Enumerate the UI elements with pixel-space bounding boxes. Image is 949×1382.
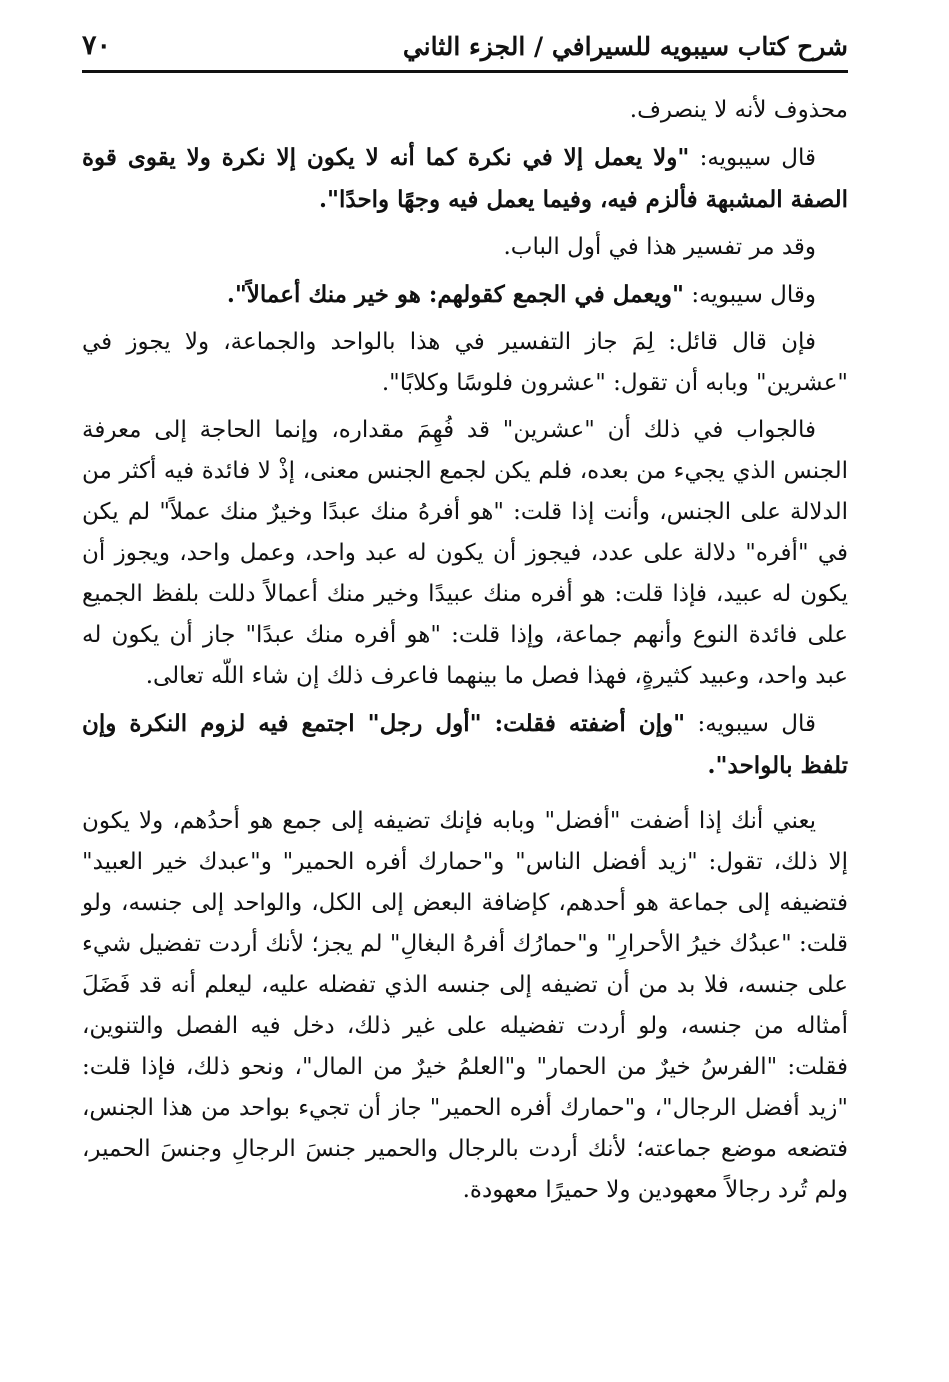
paragraph-2 — [82, 137, 848, 221]
paragraph-text: محذوف لأنه لا ينصرف. — [629, 97, 848, 123]
paragraph-6 — [82, 410, 848, 697]
paragraph-text: وقد مر تفسير هذا في أول الباب. — [503, 234, 816, 260]
paragraph-3 — [82, 227, 848, 268]
sibawayh-quote: "وإن أضفته فقلت: "أول رجل" اجتمع فيه لزوم النكرة وإن تلفظ بالواحد". — [82, 710, 848, 779]
paragraph-8 — [82, 801, 848, 1211]
paragraph-1 — [82, 90, 848, 131]
running-title: شرح كتاب سيبويه للسيرافي / الجزء الثاني — [402, 32, 848, 61]
quote-intro: قال سيبويه: — [689, 145, 817, 171]
sibawayh-quote: "ويعمل في الجمع كقولهم: هو خير منك أعمالاً". — [226, 281, 685, 308]
header-rule — [82, 70, 848, 73]
page-body — [82, 90, 848, 1213]
paragraph-text: فإن قال قائل: لِمَ جاز التفسير في هذا بالواحد والجماعة، ولا يجوز في "عشرين" وبابه أن تقول: "عشرون فلوسًا وكلابًا". — [82, 329, 848, 396]
paragraph-text: فالجواب في ذلك أن "عشرين" قد فُهِمَ مقداره، وإنما الحاجة إلى معرفة الجنس الذي يجيء من بعده، فلم يكن لجمع الجنس معنى، إذْ لا فائدة فيه أكثر من الدلالة على الجنس، وأنت إذا قلت: "هو أفرهُ منك عبدًا وخيرٌ منك عملاً" لم يكن في "أفره" دلالة على عدد، فيجوز أن يكون له عبد واحد، وعمل واحد، ويجوز أن يكون له عبيد، فإذا قلت: هو أفره منك عبيدًا وخير منك أعمالاً دللت بلفظ الجميع على فائدة النوع وأنهم جماعة، وإذا قلت: "هو أفره منك عبدًا" جاز أن يكون له عبد واحد، وعبيد كثيرةٍ، فهذا فصل ما بينهما فاعرف ذلك إن شاء اللّه تعالى. — [82, 417, 848, 689]
quote-intro: قال سيبويه: — [685, 711, 816, 737]
paragraph-4 — [82, 274, 848, 316]
paragraph-7 — [82, 703, 848, 787]
page-number: ٧٠ — [82, 30, 112, 61]
paragraph-5 — [82, 322, 848, 404]
quote-intro: وقال سيبويه: — [684, 282, 816, 308]
sibawayh-quote: "ولا يعمل إلا في نكرة كما أنه لا يكون إلا نكرة ولا يقوى قوة الصفة المشبهة فألزم فيه، وفيما يعمل فيه وجهًا واحدًا". — [82, 144, 848, 213]
paragraph-text: يعني أنك إذا أضفت "أفضل" وبابه فإنك تضيفه إلى جمع هو أحدُهم، ولا يكون إلا ذلك، تقول: "زيد أفضل الناس" و"حمارك أفره الحمير" و"عبدك خير العبيد" فتضيفه إلى جماعة هو أحدهم، كإضافة البعض إلى الكل، والواحد إلى جنسه، ولو قلت: "عبدُك خيرُ الأحرارِ" و"حمارُك أفرهُ البغالِ" لم يجز؛ لأنك أردت تفضيل شيء على جنسه، فلا بد من أن تضيفه إلى جنسه الذي تفضله عليه، ليعلم أنه قد فَضَلَ أمثاله من جنسه، ولو أردت تفضيله على غير ذلك، دخل فيه الفصل والتنوين، فقلت: "الفرسُ خيرٌ من الحمار" و"العلمُ خيرٌ من المال"، ونحو ذلك، فإذا قلت: "زيد أفضل الرجال"، و"حمارك أفره الحمير" جاز أن تجيء بواحد من هذا الجنس، فتضعه موضع جماعته؛ لأنك أردت بالرجال والحمير جنسَ الرجالِ وجنسَ الحمير، ولم تُرد رجالاً معهودين ولا حميرًا معهودة. — [82, 808, 848, 1203]
page-header — [82, 24, 848, 72]
